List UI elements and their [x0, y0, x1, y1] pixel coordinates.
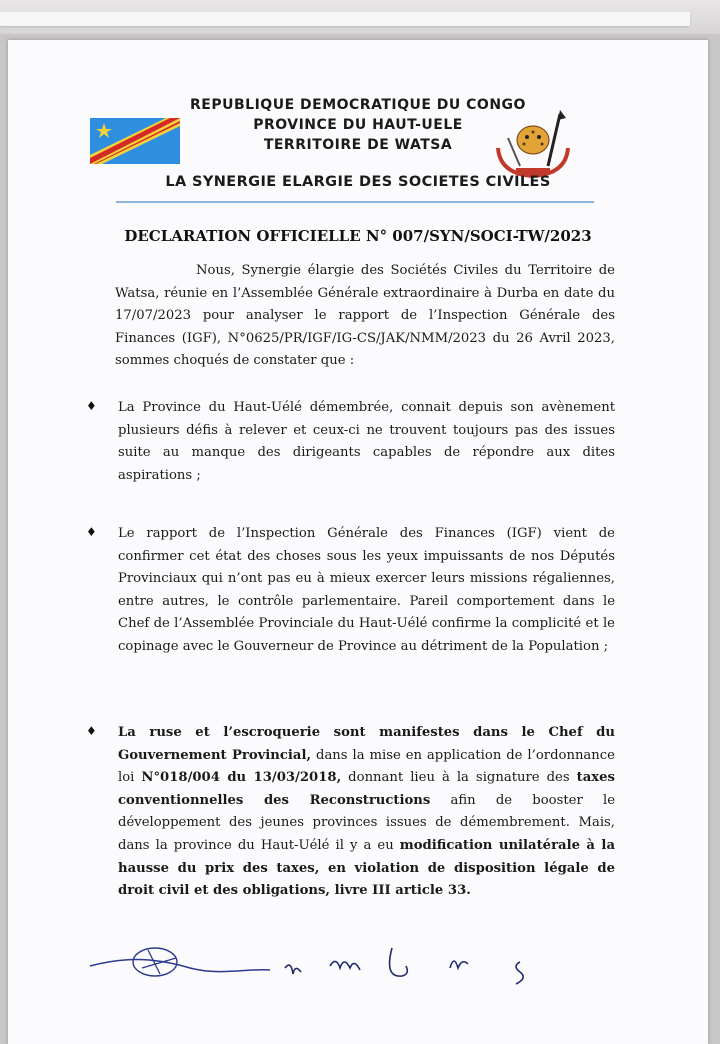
- country-name: REPUBLIQUE DEMOCRATIQUE DU CONGO: [190, 97, 526, 113]
- drc-coat-of-arms-icon: [490, 108, 576, 182]
- organization-name: LA SYNERGIE ELARGIE DES SOCIETES CIVILES: [165, 174, 551, 190]
- bullet-icon: ♦: [86, 525, 97, 539]
- text-run: afin de booster le développement des jeunes provinces issues de démembrement. Mais, dans la province du Haut-Uélé il y a eu: [118, 792, 616, 853]
- list-item: [118, 722, 615, 903]
- previous-page-edge: [0, 0, 720, 34]
- text-run: donnant lieu à la signature des: [341, 770, 577, 786]
- bullet-icon: ♦: [86, 724, 97, 738]
- document-page: [8, 40, 708, 1044]
- bold-text: taxes conventionnelles des Reconstructions: [118, 770, 615, 808]
- header-divider: [116, 201, 594, 203]
- bold-text: N°018/004 du 13/03/2018,: [141, 770, 342, 786]
- text-run: dans la mise en application de l’ordonnance loi: [118, 747, 615, 786]
- bold-text: modification unilatérale à la hausse du prix des taxes, en violation de disposition légale de droit civil et des obligations, livre III article 33.: [118, 837, 615, 899]
- list-item: La Province du Haut-Uélé démembrée, connait depuis son avènement plusieurs défis à relever et ceux-ci ne trouvent toujours pas des issues suite au manque des dirigeants capables de répondre aux dites aspirations ;: [118, 400, 615, 483]
- handwritten-signatures: [80, 938, 540, 998]
- list-item: Le rapport de l’Inspection Générale des Finances (IGF) vient de confirmer cet état des choses sous les yeux impuissants de nos Députés Provinciaux qui n’ont pas eu à mieux exercer leurs missions régaliennes, entre autres, le contrôle parlementaire. Pareil comportement dans le Chef de l’Assemblée Provinciale du Haut-Uélé confirme la complicité et le copinage avec le Gouverneur de Province au détriment de la Population ;: [118, 526, 615, 654]
- province-name: PROVINCE DU HAUT-UELE: [253, 117, 463, 133]
- bullet-icon: ♦: [86, 399, 97, 413]
- intro-paragraph: Nous, Synergie élargie des Sociétés Civiles du Territoire de Watsa, réunie en l’Assemblée Générale extraordinaire à Durba en date du 17/07/2023 pour analyser le rapport de l’Inspection Générale des Finances (IGF), N°0625/PR/IGF/IG-CS/JAK/NMM/2023 du 26 Avril 2023, sommes choqués de constater que :: [115, 263, 615, 369]
- sheet-edge: [0, 12, 690, 26]
- drc-flag-icon: [90, 118, 180, 164]
- territory-name: TERRITOIRE DE WATSA: [263, 137, 453, 153]
- declaration-title: DECLARATION OFFICIELLE N° 007/SYN/SOCI-TW/2023: [124, 227, 592, 245]
- bold-text: La ruse et l’escroquerie sont manifestes dans le Chef du Gouvernement Provincial,: [118, 725, 615, 763]
